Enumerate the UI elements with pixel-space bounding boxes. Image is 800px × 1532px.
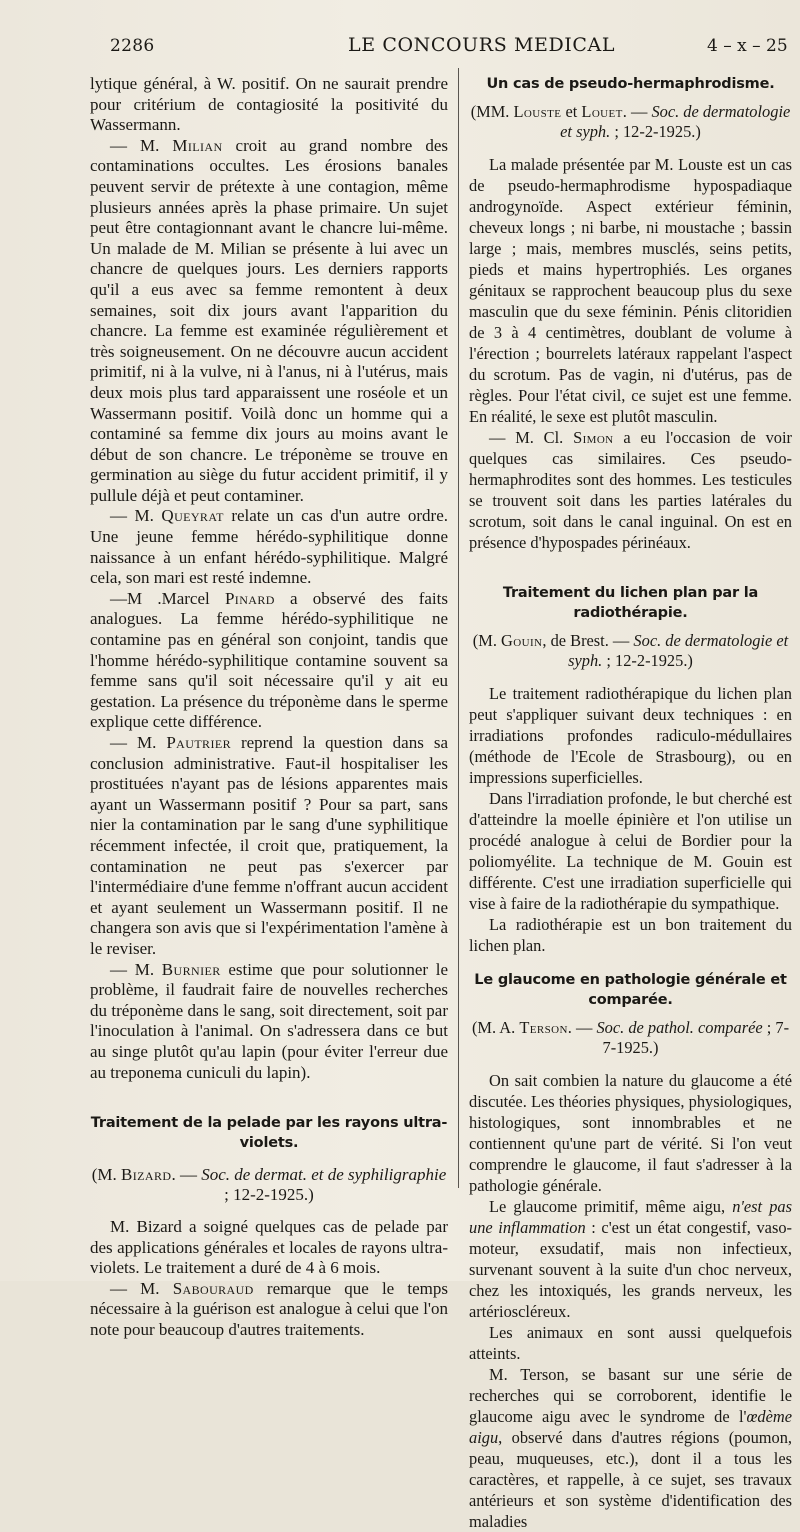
paragraph: On sait combien la nature du glaucome a été discutée. Les théories physiques, physiologiques, histologiques, sont innombrables et ne contiennent qu'une part de vérité. Si l'on veut comprendre le glaucome, il faut s'adresser à la pathologie générale. — [469, 1071, 792, 1195]
paragraph-pautrier: — M. Pautrier reprend la question dans sa conclusion administrative. Faut-il hospitaliser les prostituées n'ayant pas de lésions apparentes mais ayant un Wassermann positif ? Pour sa part, sans nier la contamination par le sang d'une syphilitique récemment infectée, il croit que, pratiquement, la contamination ne peut pas s'exercer par l'intermédiaire d'une femme n'offrant aucun accident et ayant seulement un Wassermann positif. Il ne changera son avis que si l'expérimentation l'amène à le reviser. — [90, 733, 448, 958]
section-title-hermaphrodisme: Un cas de pseudo-hermaphrodisme. — [486, 76, 775, 92]
paragraph: Les animaux en sont aussi quelquefois atteints. — [469, 1323, 792, 1363]
author-name: Queyrat — [161, 506, 224, 526]
author-name: Sabouraud — [172, 1278, 254, 1298]
section-reference: (M. Bizard. — Soc. de dermat. et de syphiligraphie ; 12-2-1925.) — [91, 1165, 447, 1205]
section-title-glaucome: Le glaucome en pathologie générale et comparée. — [474, 972, 787, 1008]
section-title-lichen: Traitement du lichen plan par la radiothérapie. — [502, 585, 759, 621]
paragraph-simon: — M. Cl. Simon a eu l'occasion de voir quelques cas similaires. Ces pseudo-hermaphrodites sont des hommes. Les testicules se trouvent soit dans les parties latérales du scrotum, soit dans le canal inguinal. On est en présence d'hypospades périnéaux. — [469, 428, 792, 552]
paragraph-queyrat: — M. Queyrat relate un cas d'un autre ordre. Une jeune femme hérédo-syphilitique donne naissance à un enfant hérédo-syphilitique. Malgré cela, son mari est resté indemne. — [90, 506, 448, 588]
section-reference: (M. Gouin, de Brest. — Soc. de dermatologie et syph. ; 12-2-1925.) — [472, 631, 789, 670]
section-reference: (MM. Louste et Louet. — Soc. de dermatologie et syph. ; 12-2-1925.) — [470, 102, 791, 141]
page-header — [0, 30, 800, 64]
author-name: Simon — [573, 428, 614, 447]
page-number: 2286 — [110, 36, 155, 56]
paragraph: La malade présentée par M. Louste est un cas de pseudo-hermaphrodisme hypospadiaque androgynoïde. Aspect extérieur féminin, cheveux longs ; ni barbe, ni moustache ; bassin large ; mais, membres musclés, seins petits, pieds et mains hypertrophiés. Les organes génitaux se rapprochent beaucoup plus du sexe masculin que du sexe féminin. Pénis clitoridien de 3 à 4 centimètres, doublant de volume à l'érection ; bourrelets latéraux rappelant l'aspect du scrotum. Pas de vagin, ni d'utérus, pas de règles. Pour l'état civil, ce sujet est une femme. En réalité, le sexe est plutôt masculin. — [469, 155, 792, 426]
author-name: Milian — [172, 135, 223, 155]
paragraph-milian: — M. Milian croit au grand nombre des contaminations occultes. Les érosions banales peuvent servir de prétexte à une contagion, même plusieurs années après la phase primaire. Un sujet peut être contagionnant avant le chancre lui-même. Un malade de M. Milian se présente à lui avec un chancre de quelques jours. Les derniers rapports qu'il a eus avec sa femme remontent à deux semaines, soit dix jours avant l'apparition du chancre. La femme est examinée régulièrement et très soigneusement. On ne découvre aucun accident primitif, ni à la vulve, ni à l'anus, ni à l'utérus, mais deux mois plus tard apparaissent une roséole et un Wassermann positif. Voilà donc un homme qui a contaminé sa femme dix jours au moins avant le début de son chancre. Le tréponème se trouve en germination au siège du futur accident primitif, il y pullule déjà et peut contaminer. — [90, 135, 448, 505]
paragraph-burnier: — M. Burnier estime que pour solutionner le problème, il faudrait faire de nouvelles recherches du tréponème dans le sang, soit directement, soit par l'inoculation à l'animal. On s'adressera dans ce but au singe plutôt qu'au lapin (pour éviter l'erreur due au treponema cuniculi du lapin). — [90, 959, 449, 1082]
journal-title: LE CONCOURS MEDICAL — [348, 34, 616, 56]
author-name: Pautrier — [166, 733, 231, 752]
author-name: Pinard — [224, 588, 275, 608]
paragraph: Le glaucome primitif, même aigu, n'est pas une inflammation : c'est un état congestif, vaso-moteur, exsudatif, mais non infectieux, survenant souvent à la suite d'un choc nerveux, chez les intoxiqués, les grands nerveux, les artérioscléreux. — [469, 1197, 792, 1321]
column-divider — [458, 68, 459, 1188]
paragraph-bizard: M. Bizard a soigné quelques cas de pelade par des applications générales et locales de rayons ultra-violets. Le traitement a duré de 4 à 6 mois. — [90, 1217, 448, 1278]
author-name: Burnier — [161, 959, 221, 979]
left-column — [90, 74, 448, 1341]
section-reference: (M. A. Terson. — Soc. de pathol. comparée ; 7-7-1925.) — [471, 1018, 790, 1057]
paragraph: lytique général, à W. positif. On ne saurait prendre pour critérium de contagiosité la positivité du Wassermann. — [90, 74, 448, 135]
paragraph-sabouraud: — M. Sabouraud remarque que le temps nécessaire à la guérison est analogue à celui que l'on note pour beaucoup d'autres traitements. — [90, 1278, 448, 1340]
paragraph-pinard: —M .Marcel Pinard a observé des faits analogues. La femme hérédo-syphilitique ne contamine pas en général son conjoint, tandis que l'homme hérédo-syphilitique contamine souvent sa femme sans qu'il soit nécessaire qu'il y ait eu gestation. La présence du tréponème dans le sperme explique cette différence. — [90, 588, 448, 732]
issue-date: 4 – x – 25 — [707, 36, 788, 56]
right-column — [469, 74, 792, 1532]
paragraph: Le traitement radiothérapique du lichen plan peut s'appliquer suivant deux techniques : en irradiations profondes radiculo-médullaires (méthode de l'Ecole de Strasbourg), ou en impressions superficielles. — [469, 684, 792, 787]
paragraph: M. Terson, se basant sur une série de recherches qui se corroborent, identifie le glaucome aigu avec le syndrome de l'œdème aigu, observé dans d'autres régions (poumon, peau, muqueuses, etc.), dont il a tous les caractères, et rappelle, à ce sujet, ses travaux antérieurs et son système d'identification des maladies — [469, 1365, 792, 1531]
paragraph: La radiothérapie est un bon traitement du lichen plan. — [469, 915, 792, 955]
paragraph: Dans l'irradiation profonde, le but cherché est d'atteindre la moelle épinière et l'on utilise un procédé analogue à celui de Bordier pour la poliomyélite. La technique de M. Gouin est différente. C'est une irradiation superficielle qui vise à faire de la radiothérapie du sympathique. — [469, 789, 792, 913]
section-title-pelade: Traitement de la pelade par les rayons ultra-violets. — [90, 1115, 448, 1152]
